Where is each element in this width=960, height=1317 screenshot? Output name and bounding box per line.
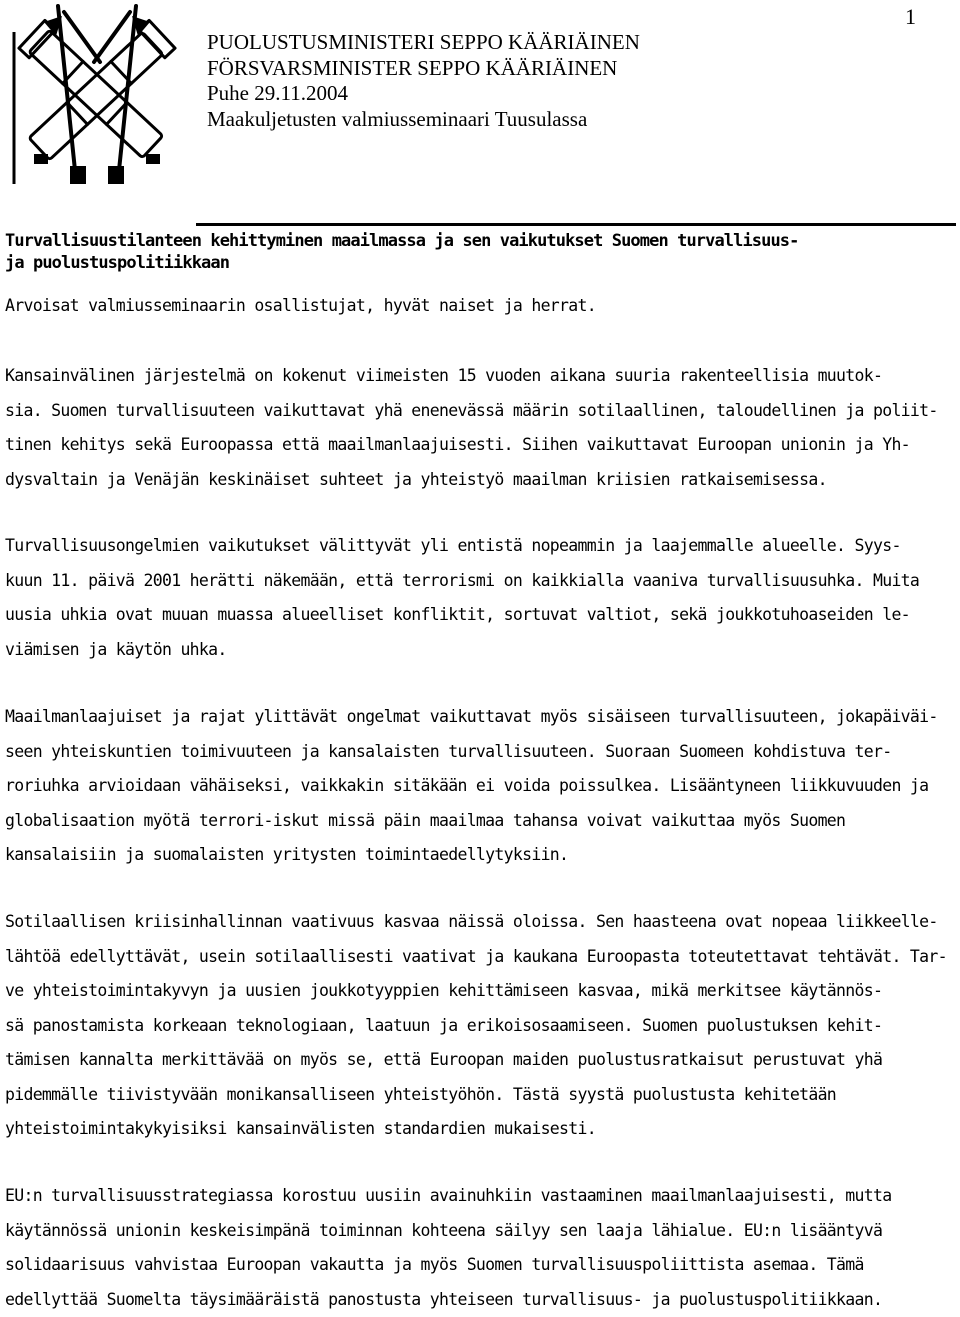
paragraph-line: ve yhteistoimintakyvyn ja uusien joukkotyyppien kehittämiseen kasvaa, mikä merkitsee käytännös- bbox=[5, 974, 955, 1009]
paragraph-line: dysvaltain ja Venäjän keskinäiset suhteet ja yhteistyö maailman kriisien ratkaisemisessa. bbox=[5, 463, 955, 498]
paragraph-line: käytännössä unionin keskeisimpänä toiminnan kohteena säilyy sen laaja lähialue. EU:n lisääntyvä bbox=[5, 1214, 955, 1249]
paragraph-line: Maailmanlaajuiset ja rajat ylittävät ongelmat vaikuttavat myös sisäiseen turvallisuuteen, jokapäiväi- bbox=[5, 700, 955, 735]
speech-title bbox=[5, 230, 945, 274]
ministry-crest-logo bbox=[4, 2, 190, 188]
paragraph-line: globalisaation myötä terrori-iskut missä päin maailmaa tahansa voivat vaikuttaa myös Suomen bbox=[5, 804, 955, 839]
paragraph-1 bbox=[5, 359, 955, 497]
title-line: Turvallisuustilanteen kehittyminen maailmassa ja sen vaikutukset Suomen turvallisuus- bbox=[5, 230, 945, 252]
paragraph-line: edellyttää Suomelta täysimääräistä panostusta yhteiseen turvallisuus- ja puolustuspolitiikkaan. bbox=[5, 1283, 955, 1317]
paragraph-line: viämisen ja käytön uhka. bbox=[5, 633, 955, 668]
title-line: ja puolustuspolitiikkaan bbox=[5, 252, 945, 274]
paragraph-5 bbox=[5, 1179, 955, 1317]
header-minister-sv: FÖRSVARSMINISTER SEPPO KÄÄRIÄINEN bbox=[207, 56, 640, 82]
paragraph-3 bbox=[5, 700, 955, 873]
page-number: 1 bbox=[905, 4, 916, 30]
paragraph-line: EU:n turvallisuusstrategiassa korostuu uusiin avainuhkiin vastaaminen maailmanlaajuisesti, mutta bbox=[5, 1179, 955, 1214]
paragraph-line: pidemmälle tiivistyvään monikansalliseen yhteistyöhön. Tästä syystä puolustusta kehitetään bbox=[5, 1078, 955, 1113]
header-minister-fi: PUOLUSTUSMINISTERI SEPPO KÄÄRIÄINEN bbox=[207, 30, 640, 56]
paragraph-line: yhteistoimintakykyisiksi kansainvälisten standardien mukaisesti. bbox=[5, 1112, 955, 1147]
paragraph-line: sia. Suomen turvallisuuteen vaikuttavat yhä enenevässä määrin sotilaallinen, taloudellinen ja poliit- bbox=[5, 394, 955, 429]
paragraph-line: uusia uhkia ovat muuan muassa alueelliset konfliktit, sortuvat valtiot, sekä joukkotuhoaseiden le- bbox=[5, 598, 955, 633]
paragraph-line: solidaarisuus vahvistaa Euroopan vakautta ja myös Suomen turvallisuuspoliittista asemaa. Tämä bbox=[5, 1248, 955, 1283]
salutation-line: Arvoisat valmiusseminaarin osallistujat, hyvät naiset ja herrat. bbox=[5, 289, 955, 324]
paragraph-line: tinen kehitys sekä Euroopassa että maailmanlaajuisesti. Siihen vaikuttavat Euroopan unionin ja Yh- bbox=[5, 428, 955, 463]
paragraph-line: Turvallisuusongelmien vaikutukset välittyvät yli entistä nopeammin ja laajemmalle alueelle. Syys- bbox=[5, 529, 955, 564]
paragraph-2 bbox=[5, 529, 955, 667]
paragraph-line: seen yhteiskuntien toimivuuteen ja kansalaisten turvallisuuteen. Suoraan Suomeen kohdistuva ter- bbox=[5, 735, 955, 770]
header-speech-date: Puhe 29.11.2004 bbox=[207, 81, 640, 107]
paragraph-line: Kansainvälinen järjestelmä on kokenut viimeisten 15 vuoden aikana suuria rakenteellisia muutok- bbox=[5, 359, 955, 394]
header-divider bbox=[196, 223, 956, 226]
header-event: Maakuljetusten valmiusseminaari Tuusulassa bbox=[207, 107, 640, 133]
paragraph-line: roriuhka arvioidaan vähäiseksi, vaikkakin sitäkään ei voida poissulkea. Lisääntyneen liikkuvuuden ja bbox=[5, 769, 955, 804]
paragraph-line: Sotilaallisen kriisinhallinnan vaativuus kasvaa näissä oloissa. Sen haasteena ovat nopeaa liikkeelle- bbox=[5, 905, 955, 940]
paragraph-4 bbox=[5, 905, 955, 1147]
paragraph-line: tämisen kannalta merkittävää on myös se, että Euroopan maiden puolustusratkaisut perustuvat yhä bbox=[5, 1043, 955, 1078]
paragraph-line: kansalaisiin ja suomalaisten yritysten toimintaedellytyksiin. bbox=[5, 838, 955, 873]
salutation bbox=[5, 289, 955, 324]
paragraph-line: sä panostamista korkeaan teknologiaan, laatuun ja erikoisosaamiseen. Suomen puolustuksen kehit- bbox=[5, 1009, 955, 1044]
document-header bbox=[207, 30, 640, 132]
paragraph-line: kuun 11. päivä 2001 herätti näkemään, että terrorismi on kaikkialla vaaniva turvallisuusuhka. Muita bbox=[5, 564, 955, 599]
paragraph-line: lähtöä edellyttävät, usein sotilaallisesti vaativat ja kaukana Euroopasta toteutettavat tehtävät. Tar- bbox=[5, 940, 955, 975]
